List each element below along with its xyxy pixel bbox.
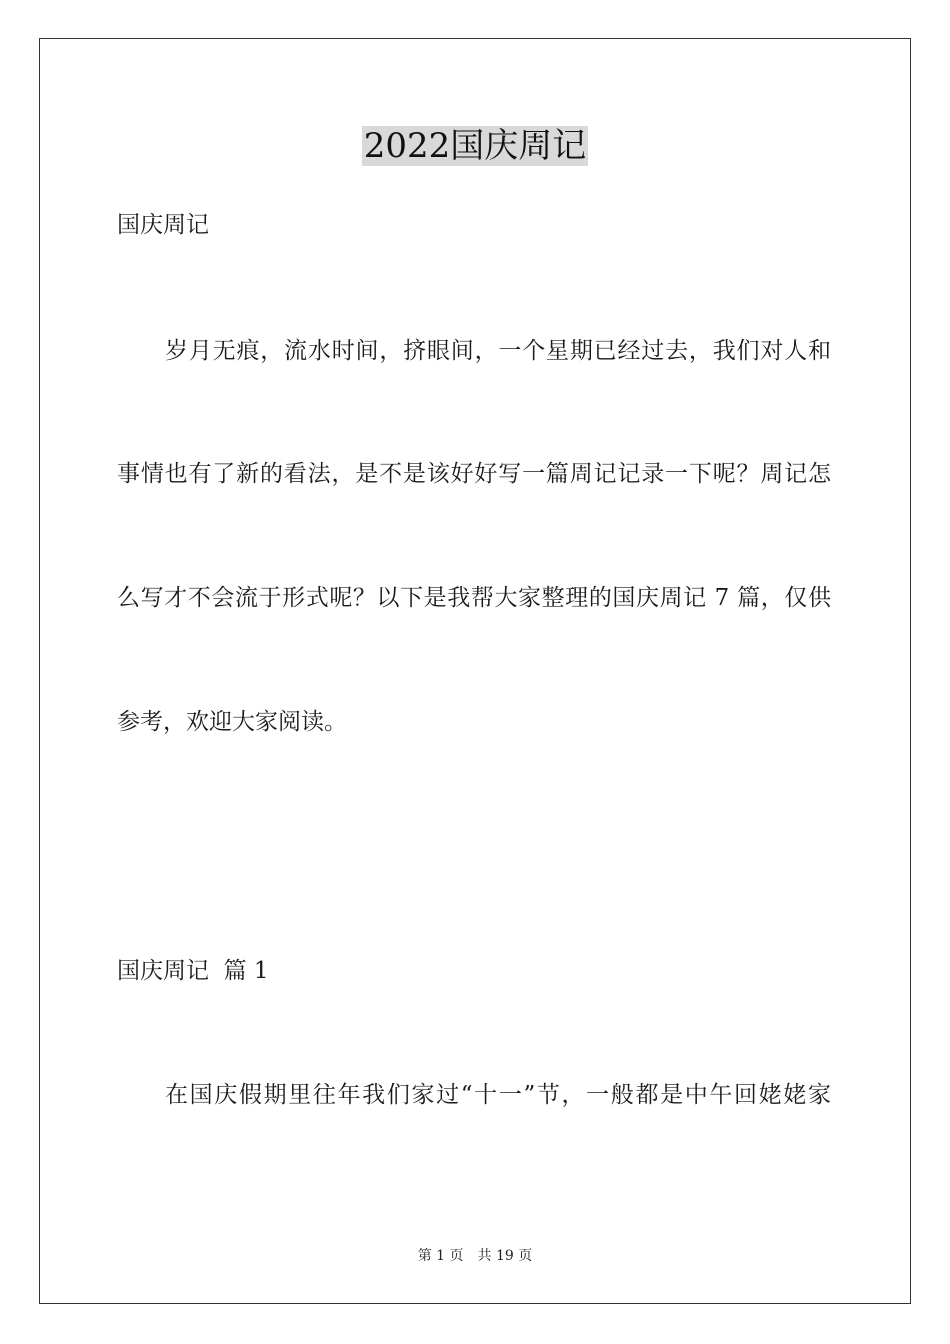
page-number: 第 1 页 [417, 1248, 464, 1264]
paragraph-line: 岁月无痕，流水时间，挤眼间，一个星期已经过去，我们对人和 [165, 338, 831, 364]
section-heading: 国庆周记 篇 1 [117, 958, 269, 984]
page-footer [0, 1247, 950, 1265]
paragraph-line: 事情也有了新的看法，是不是该好好写一篇周记记录一下呢？周记怎 [117, 461, 831, 487]
title-container [0, 126, 950, 166]
paragraph-line: 么写才不会流于形式呢？以下是我帮大家整理的国庆周记 7 篇，仅供 [117, 585, 831, 611]
paragraph-line: 参考，欢迎大家阅读。 [117, 709, 347, 735]
document-title: 2022国庆周记 [363, 126, 587, 166]
intro-heading: 国庆周记 [117, 212, 209, 238]
paragraph-line: 在国庆假期里往年我们家过“十一”节，一般都是中午回姥姥家 [165, 1082, 831, 1108]
total-pages: 共 19 页 [477, 1248, 533, 1264]
